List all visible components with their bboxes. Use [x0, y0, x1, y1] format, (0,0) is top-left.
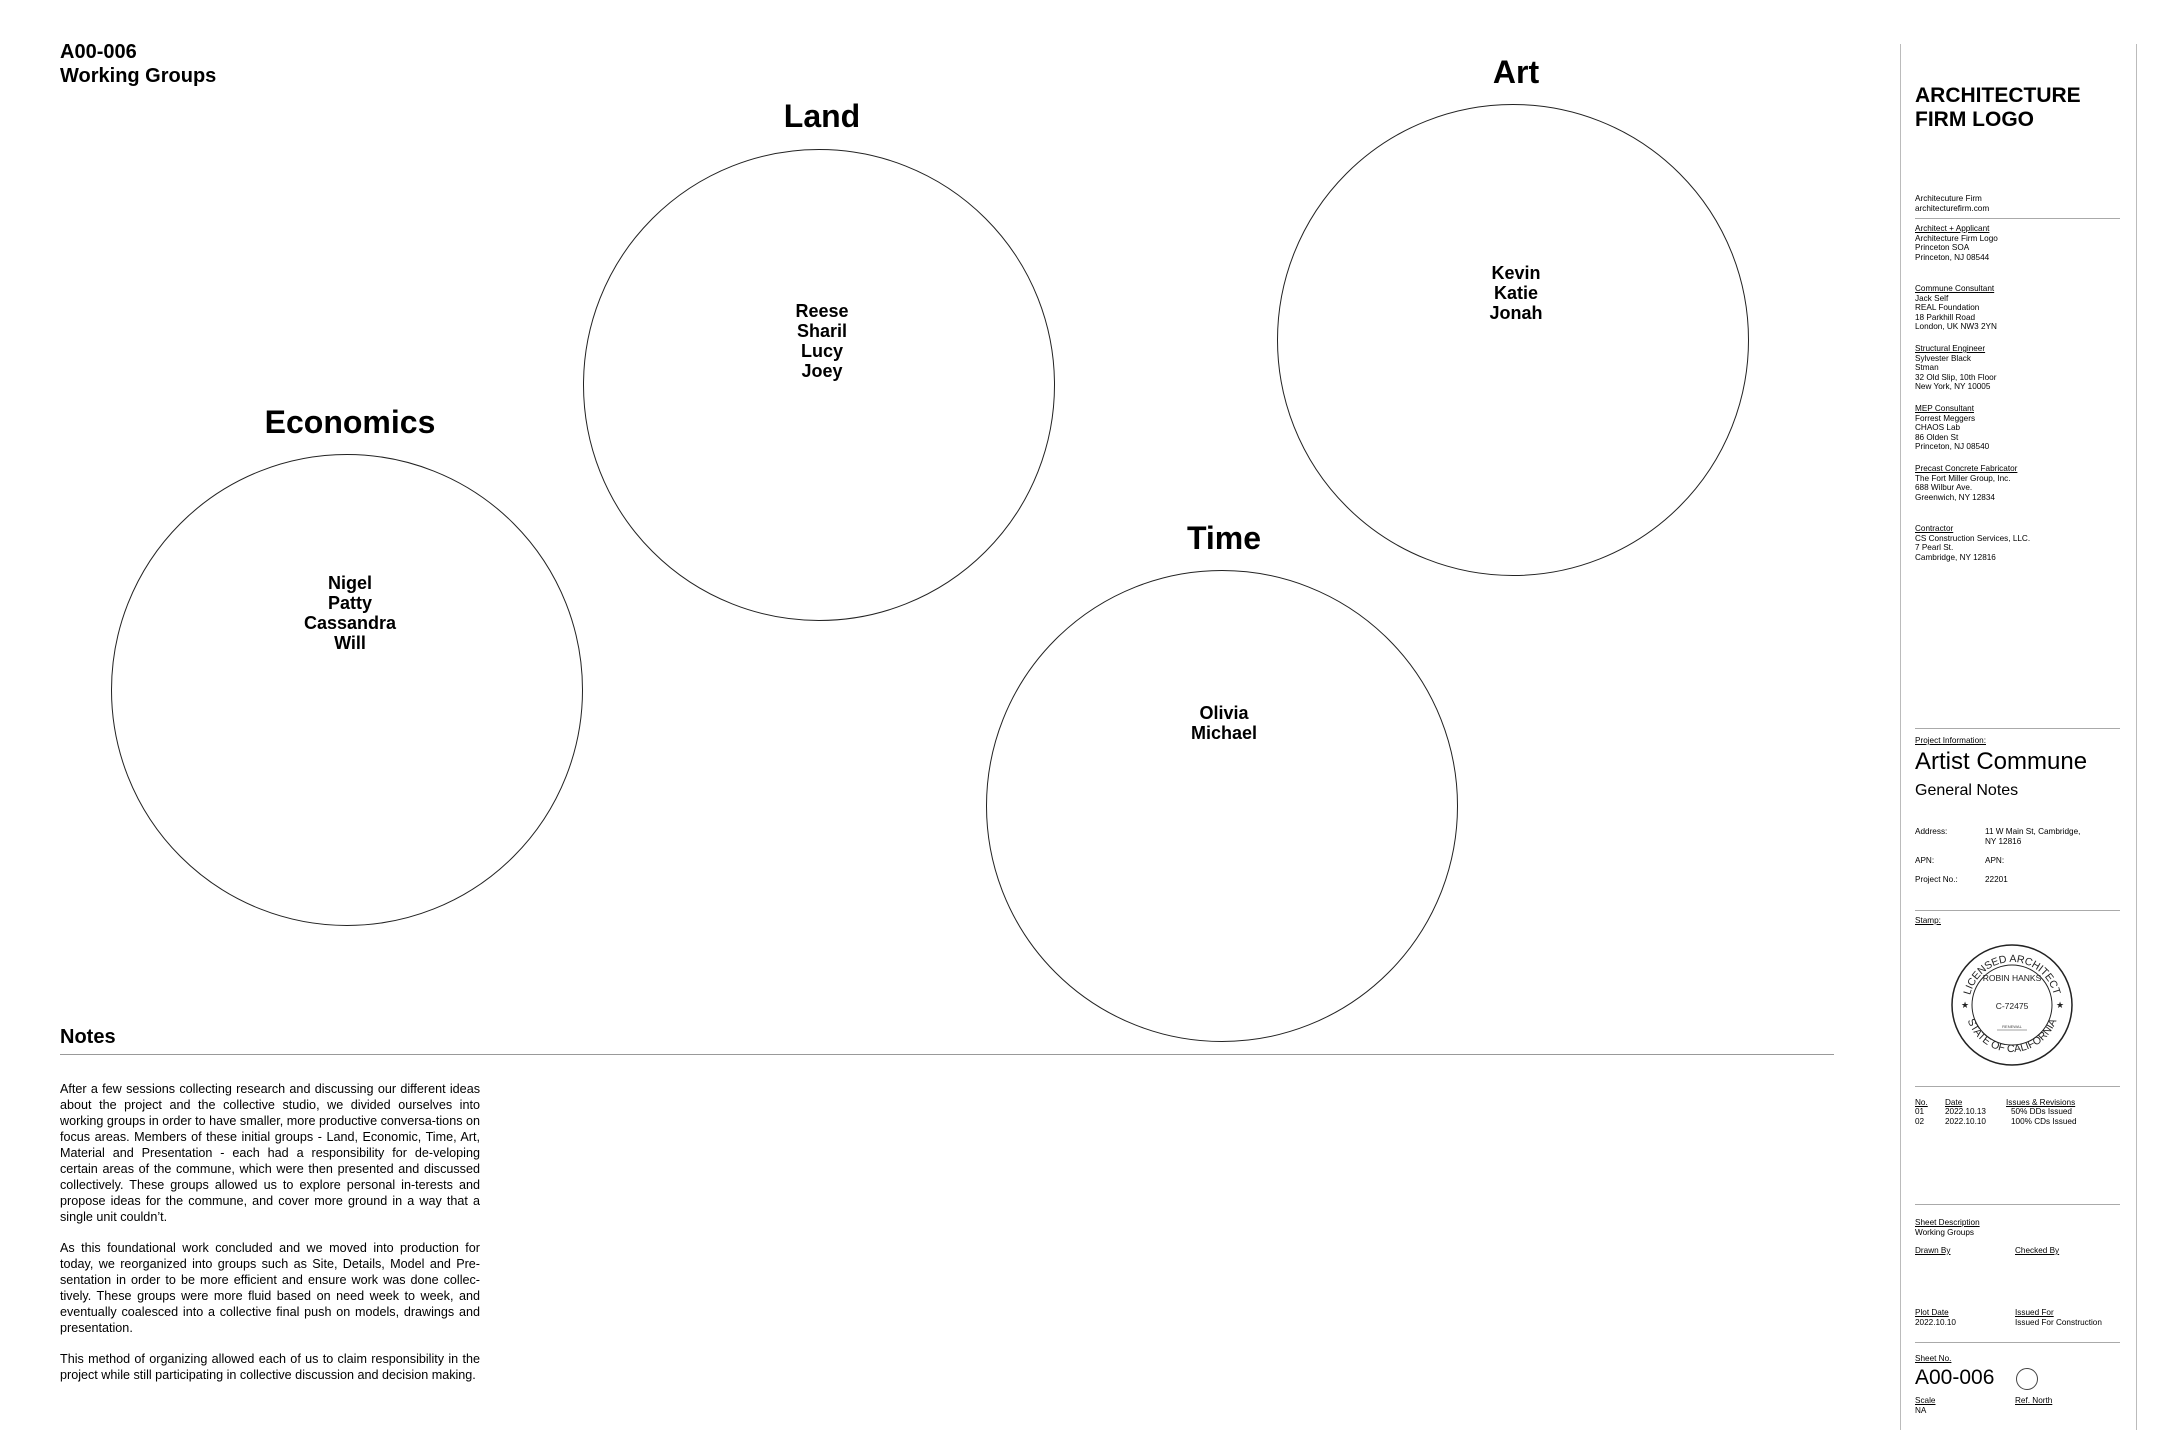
group-circle-economics — [111, 454, 583, 926]
title-block-border-left — [1900, 44, 1901, 1430]
project-info-label: Project Information: — [1915, 736, 1986, 745]
revision-cell: 02 — [1915, 1116, 1925, 1126]
divider — [1915, 1342, 2120, 1343]
scale-label: Scale — [1915, 1396, 1936, 1405]
firm-info — [1915, 194, 2120, 213]
revision-cell: 2022.10.13 — [1945, 1107, 1986, 1117]
member-name: Cassandra — [303, 613, 397, 633]
consultant-line: Princeton SOA — [1915, 243, 1970, 253]
star-icon: ★ — [1961, 1001, 1970, 1011]
drawn-by-label: Drawn By — [1915, 1246, 1951, 1255]
member-name: Patty — [327, 593, 372, 613]
scale-value: NA — [1915, 1405, 1927, 1415]
consultant-line: 7 Pearl St. — [1915, 543, 1954, 553]
revision-header: Issues & Revisions — [2006, 1098, 2076, 1107]
title-block-border-right — [2136, 44, 2137, 1430]
star-icon: ★ — [2056, 1001, 2065, 1011]
consultant-role: Architect + Applicant — [1915, 224, 1990, 233]
stamp-architect-name: ROBIN HANKS — [1982, 973, 2042, 983]
notes-body — [60, 1081, 480, 1398]
issued-for-block — [2015, 1308, 2125, 1327]
group-title-art: Art — [1492, 54, 1540, 90]
consultant-block — [1915, 524, 2120, 562]
revision-cell: 01 — [1915, 1107, 1925, 1117]
sheet-description-value: Working Groups — [1915, 1227, 1975, 1237]
consultant-line: Cambridge, NY 12816 — [1915, 552, 1996, 562]
member-name: Nigel — [327, 573, 372, 593]
plot-date-value: 2022.10.10 — [1915, 1317, 1956, 1327]
group-circle-land — [583, 149, 1055, 621]
plot-date-block — [1915, 1308, 2005, 1327]
notes-paragraph: As this foundational work concluded and we moved into production for today, we reorganized into groups such as Site, Details, Model and Pre-sentation in order to be more efficient and ensure work was done collec-tively. These groups were more fluid based on need week to week, and eventually coalesced into a collective final push on models, drawings and presentation. — [60, 1241, 480, 1335]
group-members-time — [1074, 703, 1374, 743]
divider — [1915, 218, 2120, 219]
notes-heading: Notes — [60, 1026, 116, 1048]
consultant-line: 86 Olden St — [1915, 432, 1959, 442]
sheet-no-label: Sheet No. — [1915, 1354, 1952, 1363]
consultant-role: Commune Consultant — [1915, 284, 1995, 293]
consultant-line: Sylvester Black — [1915, 353, 1971, 363]
consultant-line: Jack Self — [1915, 293, 1949, 303]
member-name: Olivia — [1199, 703, 1249, 723]
project-no-value: 22201 — [1985, 875, 2008, 884]
notes-paragraph: After a few sessions collecting research and discussing our different ideas about the project and the collective studio, we divided ourselves into working groups in order to have smaller, more productive conversa-tions on focus areas. Members of these initial groups - Land, Economic, Time, Art, Material and Presentation - each had a responsibility for de-veloping certain areas of the commune, which were then presented and discussed collectively. These groups allowed us to explore personal in-terests and propose ideas for the commune, and cover more ground in a way that a single unit couldn’t. — [60, 1082, 480, 1224]
address-line: NY 12816 — [1985, 836, 2022, 846]
project-subtitle: General Notes — [1915, 782, 2019, 799]
stamp-renewal-label: RENEWAL — [2002, 1024, 2022, 1029]
address-value — [1985, 827, 2125, 846]
group-members-economics — [200, 573, 500, 653]
consultant-line: 18 Parkhill Road — [1915, 312, 1976, 322]
firm-name: Architecuture Firm — [1915, 194, 1982, 203]
member-name: Jonah — [1489, 303, 1543, 323]
stamp-label: Stamp: — [1915, 916, 1941, 925]
member-name: Lucy — [800, 341, 843, 361]
group-title-time: Time — [1186, 520, 1262, 556]
sheet-code: A00-006 — [60, 41, 137, 63]
group-circle-time — [986, 570, 1458, 1042]
project-name: Artist Commune — [1915, 748, 2088, 775]
member-name: Sharil — [796, 321, 848, 341]
consultant-line: Forrest Meggers — [1915, 413, 1976, 423]
consultant-role: MEP Consultant — [1915, 404, 1975, 413]
member-name: Katie — [1493, 283, 1538, 303]
checked-by-label: Checked By — [2015, 1246, 2060, 1255]
consultant-line: CS Construction Services, LLC. — [1915, 533, 2031, 543]
member-name: Will — [334, 633, 366, 653]
group-circle-art — [1277, 104, 1749, 576]
consultant-block — [1915, 404, 2120, 452]
consultant-line: London, UK NW3 2YN — [1915, 322, 1997, 332]
revision-cell: 50% DDs Issued — [2011, 1107, 2072, 1117]
stamp-bottom-text: STATE OF CALIFORNIA — [1964, 1016, 2060, 1056]
consultant-role: Structural Engineer — [1915, 344, 1986, 353]
notes-paragraph: This method of organizing allowed each of us to claim responsibility in the project while still participating in collective discussion and decision making. — [60, 1352, 480, 1382]
consultant-block — [1915, 284, 2120, 332]
group-title-land: Land — [783, 98, 861, 134]
consultant-line: New York, NY 10005 — [1915, 382, 1991, 392]
project-no-label: Project No.: — [1915, 875, 1958, 884]
group-title-economics: Economics — [264, 404, 436, 440]
ref-north-label: Ref. North — [2015, 1396, 2053, 1405]
consultant-role: Precast Concrete Fabricator — [1915, 464, 2018, 473]
consultant-line: REAL Foundation — [1915, 303, 1980, 313]
stamp-license-number: C-72475 — [1995, 1001, 2029, 1011]
consultant-role: Contractor — [1915, 524, 1954, 533]
divider — [1915, 1086, 2120, 1087]
revision-header: Date — [1945, 1098, 1963, 1107]
divider — [1915, 1204, 2120, 1205]
address-label: Address: — [1915, 827, 1948, 836]
table-row — [1915, 1117, 2077, 1126]
architect-stamp — [1947, 940, 2077, 1070]
issued-for-label: Issued For — [2015, 1308, 2054, 1317]
apn-label: APN: — [1915, 856, 1935, 865]
consultant-line: Princeton, NJ 08540 — [1915, 442, 1990, 452]
sheet-title: Working Groups — [60, 65, 217, 87]
revisions-table — [1915, 1098, 2077, 1126]
plot-date-label: Plot Date — [1915, 1308, 1949, 1317]
sheet-description-label: Sheet Description — [1915, 1218, 1980, 1227]
consultant-line: Greenwich, NY 12834 — [1915, 492, 1995, 502]
group-members-land — [672, 301, 972, 381]
member-name: Joey — [801, 361, 843, 381]
member-name: Kevin — [1491, 263, 1541, 283]
firm-logo: ARCHITECTURE FIRM LOGO — [1915, 84, 2081, 131]
consultant-line: Stman — [1915, 363, 1939, 373]
revision-header: No. — [1915, 1098, 1928, 1107]
consultant-line: CHAOS Lab — [1915, 423, 1961, 433]
scale-block — [1915, 1396, 2005, 1415]
consultant-line: Princeton, NJ 08544 — [1915, 252, 1990, 262]
sheet-number: A00-006 — [1915, 1366, 1995, 1389]
consultant-block — [1915, 224, 2120, 262]
apn-value: APN: — [1985, 856, 2005, 865]
divider — [1915, 910, 2120, 911]
consultant-line: The Fort Miller Group, Inc. — [1915, 473, 2011, 483]
group-members-art — [1366, 263, 1666, 323]
sheet-header — [60, 40, 216, 88]
stamp-top-text: LICENSED ARCHITECT — [1961, 952, 2063, 997]
member-name: Michael — [1190, 723, 1258, 743]
address-line: 11 W Main St, Cambridge, — [1985, 827, 2081, 836]
consultant-block — [1915, 464, 2120, 502]
firm-website: architecturefirm.com — [1915, 203, 1990, 213]
divider — [1915, 728, 2120, 729]
revision-cell: 2022.10.10 — [1945, 1116, 1986, 1126]
issued-for-value: Issued For Construction — [2015, 1317, 2102, 1327]
consultant-line: 32 Old Slip, 10th Floor — [1915, 372, 1997, 382]
consultant-line: 688 Wilbur Ave. — [1915, 483, 1973, 493]
consultant-line: Architecture Firm Logo — [1915, 233, 1998, 243]
north-arrow-icon — [2016, 1368, 2038, 1390]
table-row — [1915, 1107, 2077, 1116]
revision-cell: 100% CDs Issued — [2011, 1116, 2077, 1126]
sheet-description-block — [1915, 1218, 2120, 1237]
consultant-block — [1915, 344, 2120, 392]
member-name: Reese — [795, 301, 849, 321]
notes-divider — [60, 1054, 1834, 1055]
